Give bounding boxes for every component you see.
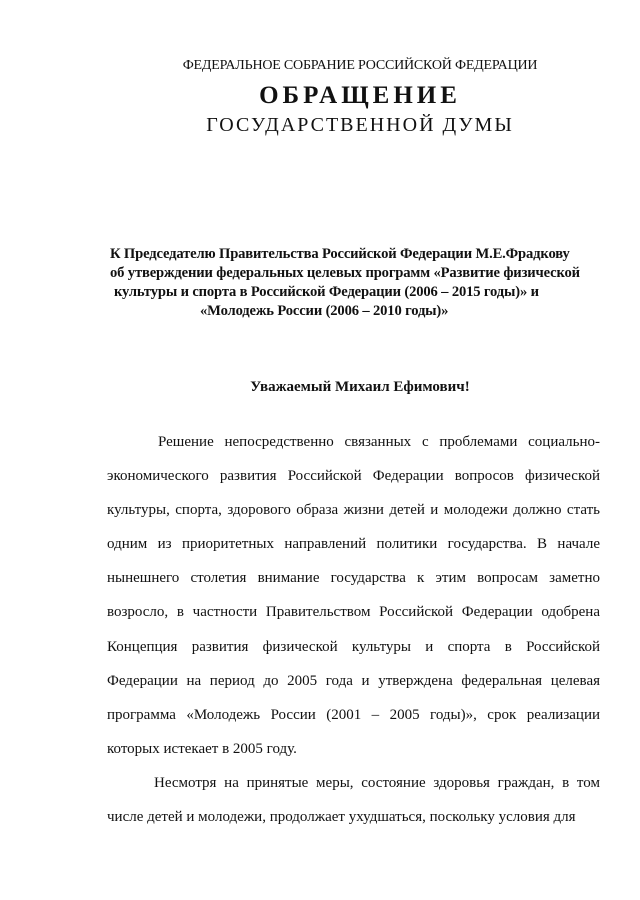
organization-heading: ФЕДЕРАЛЬНОЕ СОБРАНИЕ РОССИЙСКОЙ ФЕДЕРАЦИИ xyxy=(182,58,538,73)
addressee-block xyxy=(110,245,600,321)
body-paragraph-1: Решение непосредственно связанных с проблемами социально-экономического развития Российской Федерации вопросов физической культуры, спорта, здорового образа жизни детей и молодежи должно стать одним из приоритетных направлений политики государства. В начале нынешнего столетия внимание государства к этим вопросам заметно возросло, в частности Правительством Российской Федерации одобрена Концепция развития физической культуры и спорта в Российской Федерации на период до 2005 года и утверждена федеральная целевая программа «Молодежь России (2001 – 2005 годы)», срок реализации которых истекает в 2005 году. xyxy=(107,434,600,757)
addressee-line-2: об утверждении федеральных целевых программ «Развитие физической xyxy=(110,265,580,281)
addressee-line-4: «Молодежь России (2006 – 2010 годы)» xyxy=(200,303,449,319)
salutation: Уважаемый Михаил Ефимович! xyxy=(250,379,470,395)
addressee-line-3: культуры и спорта в Российской Федерации (2006 – 2015 годы)» и xyxy=(114,284,539,300)
addressee-line-1: К Председателю Правительства Российской Федерации М.Е.Фрадкову xyxy=(110,246,570,262)
document-title: ОБРАЩЕНИЕ xyxy=(259,82,461,109)
body-paragraph-2: Несмотря на принятые меры, состояние здоровья граждан, в том числе детей и молодежи, продолжает ухудшаться, поскольку условия для xyxy=(107,775,600,826)
document-subtitle: ГОСУДАРСТВЕННОЙ ДУМЫ xyxy=(206,114,514,136)
